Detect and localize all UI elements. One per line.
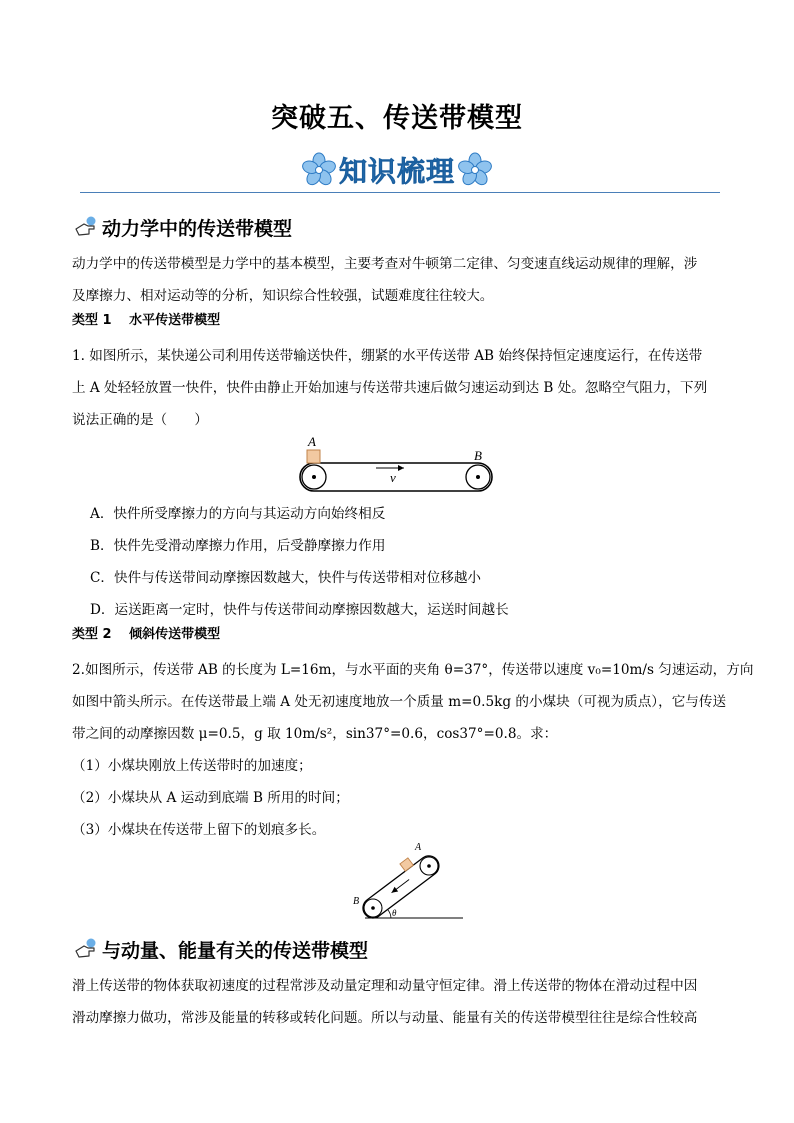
pointing-hand-icon <box>74 938 98 960</box>
section-banner <box>0 144 794 196</box>
flower-icon <box>301 152 337 188</box>
question-line: 说法正确的是（ ） <box>72 412 208 428</box>
pointing-hand-icon <box>74 216 98 238</box>
question-line: 1. 如图所示，某快递公司利用传送带输送快件，绷紧的水平传送带 AB 始终保持恒定速度运行，在传送带 <box>72 348 703 364</box>
type-heading: 类型 1 水平传送带模型 <box>72 313 221 328</box>
paragraph-line: 滑动摩擦力做功，常涉及能量的转移或转化问题。所以与动量、能量有关的传送带模型往往是综合性较高 <box>72 1010 698 1026</box>
page-title: 突破五、传送带模型 <box>271 103 523 134</box>
question-line: 带之间的动摩擦因数 μ=0.5，g 取 10m/s²，sin37°=0.6，cos37°=0.8。求： <box>72 726 558 742</box>
subquestion: （1）小煤块刚放上传送带时的加速度； <box>72 758 312 774</box>
label-b: B <box>474 448 482 463</box>
type-heading: 类型 2 倾斜传送带模型 <box>72 627 221 642</box>
label-a: A <box>415 842 422 853</box>
option-b: B．快件先受滑动摩擦力作用，后受静摩擦力作用 <box>90 538 386 554</box>
label-a: A <box>308 434 316 449</box>
label-v: v <box>390 470 396 485</box>
section-heading-1 <box>74 212 292 242</box>
option-d: D．运送距离一定时，快件与传送带间动摩擦因数越大，运送时间越长 <box>90 602 509 618</box>
paragraph-line: 滑上传送带的物体获取初速度的过程常涉及动量定理和动量守恒定律。滑上传送带的物体在滑动过程中因 <box>72 978 698 994</box>
question-line: 2.如图所示，传送带 AB 的长度为 L=16m，与水平面的夹角 θ=37°，传送带以速度 v₀=10m/s 匀速运动，方向 <box>72 662 754 678</box>
subquestion: （3）小煤块在传送带上留下的划痕多长。 <box>72 822 326 838</box>
option-c: C．快件与传送带间动摩擦因数越大，快件与传送带相对位移越小 <box>90 570 482 586</box>
paragraph-line: 及摩擦力、相对运动等的分析，知识综合性较强，试题难度往往较大。 <box>72 288 494 304</box>
horizontal-conveyor-figure <box>290 430 505 498</box>
option-a: A．快件所受摩擦力的方向与其运动方向始终相反 <box>90 506 386 522</box>
coal-block <box>400 858 413 871</box>
label-b: B <box>353 896 360 907</box>
subquestion: （2）小煤块从 A 运动到底端 B 所用的时间； <box>72 790 349 806</box>
divider <box>80 192 720 193</box>
label-theta: θ <box>392 908 397 918</box>
paragraph-line: 动力学中的传送带模型是力学中的基本模型，主要考查对牛顿第二定律、匀变速直线运动规律的理解，涉 <box>72 256 698 272</box>
question-line: 如图中箭头所示。在传送带最上端 A 处无初速度地放一个质量 m=0.5kg 的小煤块（可视为质点），它与传送 <box>72 694 727 710</box>
section-heading-2 <box>74 934 368 964</box>
package-block <box>307 450 320 463</box>
section-title: 动力学中的传送带模型 <box>102 217 293 240</box>
flower-icon <box>457 152 493 188</box>
question-line: 上 A 处轻轻放置一快件，快件由静止开始加速与传送带共速后做匀速运动到达 B 处。忽略空气阻力，下列 <box>72 380 708 396</box>
banner-label: 知识梳理 <box>338 155 455 188</box>
inclined-conveyor-figure <box>345 838 465 924</box>
section-title: 与动量、能量有关的传送带模型 <box>102 939 369 962</box>
